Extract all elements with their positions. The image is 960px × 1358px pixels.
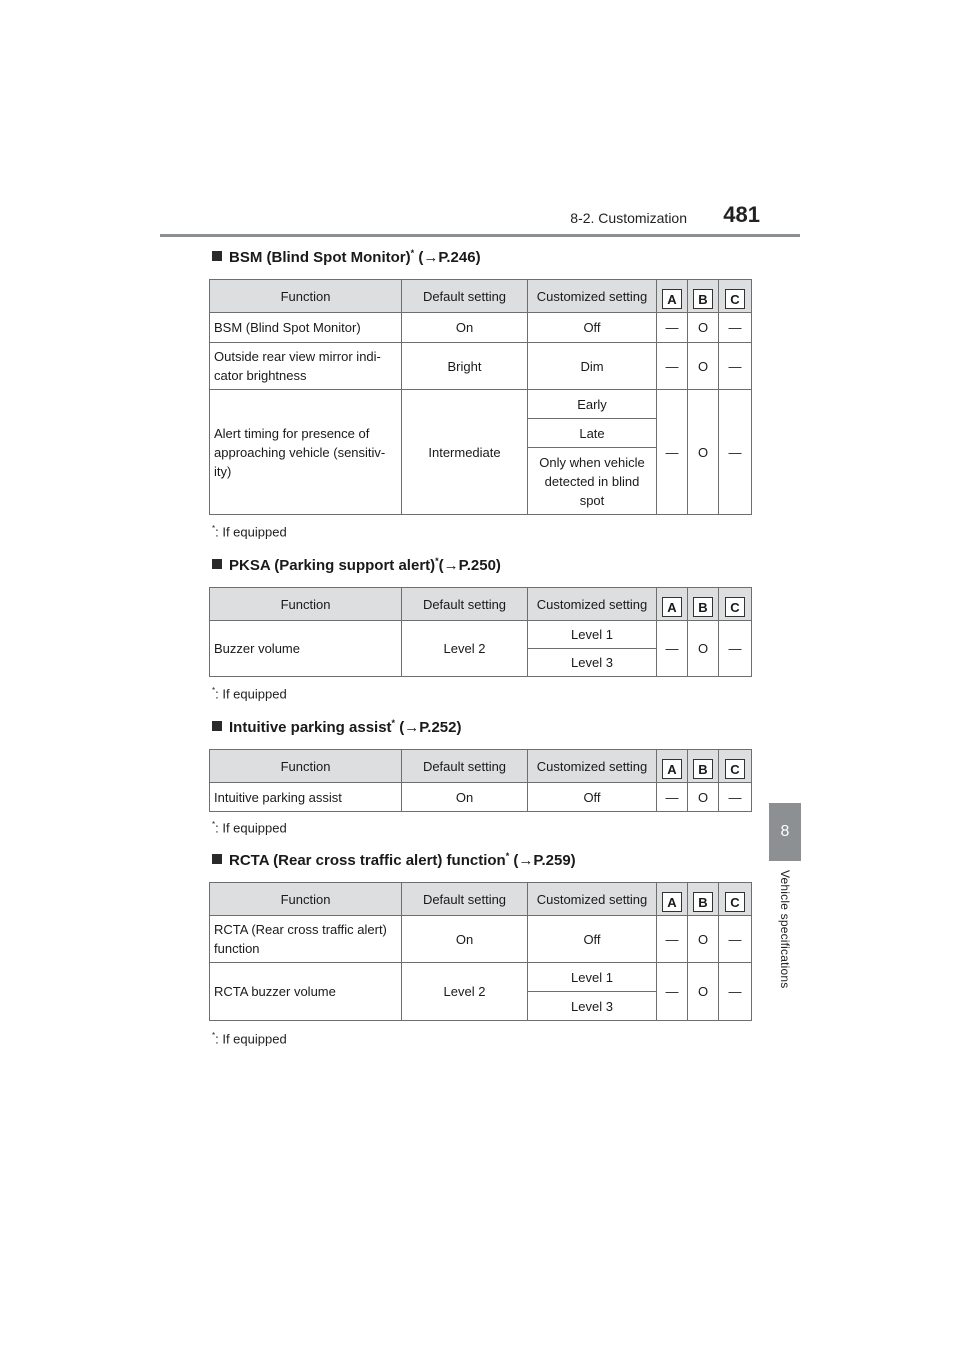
col-b-mark: O — [688, 916, 719, 963]
section-heading-intuitive-parking-assist — [212, 718, 462, 736]
customized-cell: Off — [528, 783, 657, 812]
square-bullet-icon — [212, 251, 222, 261]
col-a-mark: — — [657, 621, 688, 677]
chapter-title: Vehicle specifications — [778, 870, 792, 989]
column-header-a — [657, 750, 688, 783]
default-cell: Intermediate — [402, 390, 528, 515]
customized-cell: Level 1 — [528, 963, 657, 992]
customized-cell: Level 1 — [528, 621, 657, 649]
col-a-mark: — — [657, 343, 688, 390]
customized-cell: Level 3 — [528, 649, 657, 677]
footnote-star: * — [212, 1031, 216, 1040]
page-reference: (→P.259) — [509, 852, 576, 869]
table-row — [210, 916, 752, 963]
column-header-b — [688, 883, 719, 916]
col-b-mark: O — [688, 783, 719, 812]
column-header-function: Function — [210, 883, 402, 916]
column-header-a — [657, 883, 688, 916]
footnote-star: * — [435, 556, 439, 566]
column-header-function: Function — [210, 280, 402, 313]
function-cell: RCTA buzzer volume — [210, 963, 402, 1021]
col-b-mark: O — [688, 963, 719, 1021]
customized-cell: Level 3 — [528, 992, 657, 1021]
footnote-text: : If equipped — [215, 820, 287, 836]
customized-cell: Late — [528, 419, 657, 448]
col-c-mark: — — [719, 783, 752, 812]
table-header-row — [210, 750, 752, 783]
chapter-side-label — [769, 870, 801, 1010]
col-b-mark: O — [688, 343, 719, 390]
column-header-default: Default setting — [402, 280, 528, 313]
col-c-mark: — — [719, 313, 752, 343]
square-bullet-icon — [212, 854, 222, 864]
customized-cell: Early — [528, 390, 657, 419]
function-cell: Intuitive parking assist — [210, 783, 402, 812]
col-b-mark: O — [688, 313, 719, 343]
chapter-tab — [769, 803, 801, 861]
section-heading-pksa — [212, 556, 501, 574]
table-header-row — [210, 883, 752, 916]
column-header-customized: Customized setting — [528, 750, 657, 783]
section-heading-rcta — [212, 851, 576, 869]
column-header-customized: Customized setting — [528, 883, 657, 916]
customized-cell: Dim — [528, 343, 657, 390]
col-c-mark: — — [719, 343, 752, 390]
letter-c-label: C — [725, 759, 745, 779]
column-header-c — [719, 280, 752, 313]
page-reference: (→P.250) — [438, 557, 501, 574]
column-header-a — [657, 280, 688, 313]
table-row — [210, 963, 752, 992]
col-b-mark: O — [688, 621, 719, 677]
col-a-mark: — — [657, 916, 688, 963]
column-header-default: Default setting — [402, 750, 528, 783]
default-cell: On — [402, 313, 528, 343]
column-header-b — [688, 588, 719, 621]
page-header — [160, 200, 800, 237]
settings-table-rcta — [209, 882, 752, 1021]
letter-a-label: A — [662, 892, 682, 912]
default-cell: Bright — [402, 343, 528, 390]
column-header-c — [719, 883, 752, 916]
footnote — [212, 686, 287, 701]
page-reference: (→P.246) — [414, 249, 481, 266]
heading-text: PKSA (Parking support alert) — [229, 557, 436, 574]
letter-a-label: A — [662, 289, 682, 309]
letter-b-label: B — [693, 289, 713, 309]
table-row — [210, 390, 752, 419]
customized-cell: Off — [528, 313, 657, 343]
letter-b-label: B — [693, 759, 713, 779]
table-header-row — [210, 588, 752, 621]
footnote-text: : If equipped — [215, 686, 287, 702]
footnote-star: * — [212, 686, 216, 695]
table-row — [210, 783, 752, 812]
table-header-row — [210, 280, 752, 313]
footnote — [212, 820, 287, 835]
letter-a-label: A — [662, 759, 682, 779]
column-header-b — [688, 750, 719, 783]
col-b-mark: O — [688, 390, 719, 515]
section-title: 8-2. Customization — [570, 210, 687, 226]
col-a-mark: — — [657, 390, 688, 515]
footnote — [212, 1031, 287, 1046]
column-header-a — [657, 588, 688, 621]
function-cell: Alert timing for presence of approaching vehicle (sensitiv-ity) — [210, 390, 402, 515]
heading-text: Intuitive parking assist — [229, 719, 392, 736]
footnote-star: * — [212, 524, 216, 533]
settings-table-intuitive-parking-assist — [209, 749, 752, 812]
column-header-customized: Customized setting — [528, 588, 657, 621]
table-row — [210, 621, 752, 649]
page-reference: (→P.252) — [395, 719, 462, 736]
col-a-mark: — — [657, 313, 688, 343]
function-cell: BSM (Blind Spot Monitor) — [210, 313, 402, 343]
col-a-mark: — — [657, 963, 688, 1021]
col-c-mark: — — [719, 390, 752, 515]
column-header-default: Default setting — [402, 588, 528, 621]
footnote-star: * — [410, 248, 415, 258]
footnote-text: : If equipped — [215, 1031, 287, 1047]
heading-text: BSM (Blind Spot Monitor) — [229, 249, 411, 266]
table-row — [210, 343, 752, 390]
default-cell: Level 2 — [402, 963, 528, 1021]
column-header-function: Function — [210, 588, 402, 621]
page-number: 481 — [723, 202, 760, 227]
letter-c-label: C — [725, 289, 745, 309]
settings-table-bsm — [209, 279, 752, 515]
square-bullet-icon — [212, 559, 222, 569]
column-header-c — [719, 588, 752, 621]
letter-b-label: B — [693, 597, 713, 617]
settings-table-pksa — [209, 587, 752, 677]
heading-text: RCTA (Rear cross traffic alert) function — [229, 852, 506, 869]
column-header-customized: Customized setting — [528, 280, 657, 313]
footnote — [212, 524, 287, 539]
letter-c-label: C — [725, 892, 745, 912]
function-cell: Outside rear view mirror indi-cator brightness — [210, 343, 402, 390]
section-heading-bsm — [212, 248, 481, 266]
column-header-default: Default setting — [402, 883, 528, 916]
footnote-star: * — [505, 851, 510, 861]
chapter-number: 8 — [780, 823, 790, 840]
column-header-function: Function — [210, 750, 402, 783]
table-row — [210, 313, 752, 343]
default-cell: On — [402, 916, 528, 963]
letter-c-label: C — [725, 597, 745, 617]
footnote-star: * — [391, 718, 396, 728]
customized-cell: Off — [528, 916, 657, 963]
default-cell: On — [402, 783, 528, 812]
customized-cell: Only when vehicle detected in blind spot — [528, 448, 657, 515]
col-c-mark: — — [719, 963, 752, 1021]
default-cell: Level 2 — [402, 621, 528, 677]
column-header-c — [719, 750, 752, 783]
footnote-text: : If equipped — [215, 524, 287, 540]
function-cell: RCTA (Rear cross traffic alert) function — [210, 916, 402, 963]
letter-b-label: B — [693, 892, 713, 912]
col-c-mark: — — [719, 916, 752, 963]
col-a-mark: — — [657, 783, 688, 812]
function-cell: Buzzer volume — [210, 621, 402, 677]
footnote-star: * — [212, 820, 216, 829]
column-header-b — [688, 280, 719, 313]
letter-a-label: A — [662, 597, 682, 617]
square-bullet-icon — [212, 721, 222, 731]
col-c-mark: — — [719, 621, 752, 677]
